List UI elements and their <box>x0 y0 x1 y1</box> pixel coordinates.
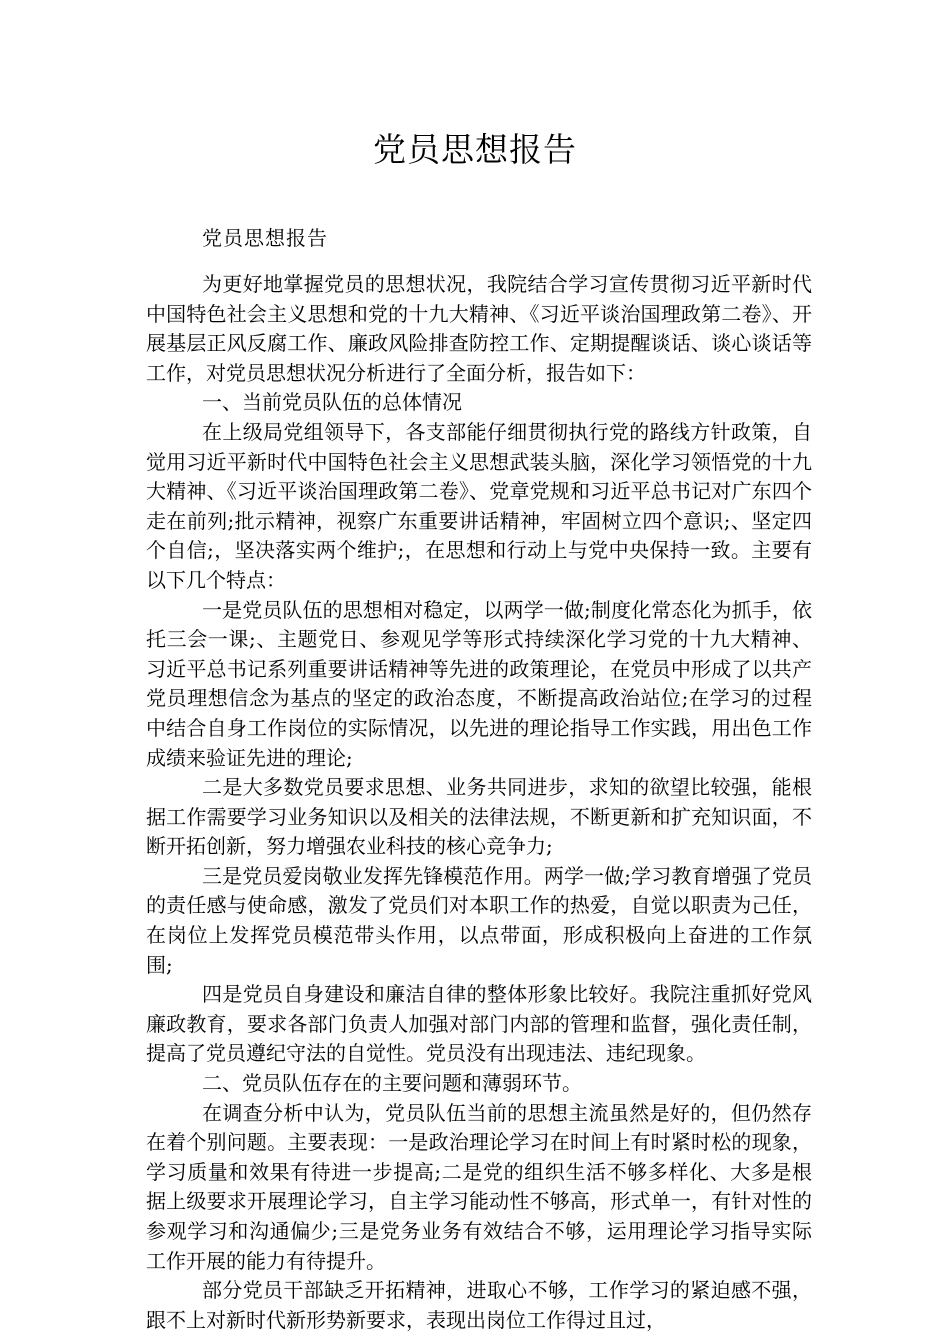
paragraph: 为更好地掌握党员的思想状况，我院结合学习宣传贯彻习近平新时代中国特色社会主义思想和党的十九大精神、《习近平谈治国理政第二卷》、开展基层正风反腐工作、廉政风险排查防控工作、定期提醒谈话、谈心谈话等工作，对党员思想状况分析进行了全面分析，报告如下： <box>146 272 812 385</box>
paragraph: 在调查分析中认为，党员队伍当前的思想主流虽然是好的，但仍然存在着个别问题。主要表现：一是政治理论学习在时间上有时紧时松的现象，学习质量和效果有待进一步提高;二是党的组织生活不够多样化、大多是根据上级要求开展理论学习，自主学习能动性不够高，形式单一，有针对性的参观学习和沟通偏少;三是党务业务有效结合不够，运用理论学习指导实际工作开展的能力有待提升。 <box>146 1100 812 1273</box>
section-heading: 二、党员队伍存在的主要问题和薄弱环节。 <box>202 1071 582 1096</box>
document-body <box>146 270 812 1335</box>
paragraph: 三是党员爱岗敬业发挥先锋模范作用。两学一做;学习教育增强了党员的责任感与使命感，激发了党员们对本职工作的热爱，自觉以职责为己任，在岗位上发挥党员模范带头作用，以点带面，形成积极向上奋进的工作氛围; <box>146 863 812 977</box>
paragraph: 四是党员自身建设和廉洁自律的整体形象比较好。我院注重抓好党风廉政教育，要求各部门负责人加强对部门内部的管理和监督，强化责任制，提高了党员遵纪守法的自觉性。党员没有出现违法、违纪现象。 <box>146 982 812 1066</box>
paragraph: 部分党员干部缺乏开拓精神，进取心不够，工作学习的紧迫感不强，跟不上对新时代新形势新要求，表现出岗位工作得过且过， <box>146 1278 812 1332</box>
paragraph: 一是党员队伍的思想相对稳定，以两学一做;制度化常态化为抓手，依托三会一课;、主题党日、参观见学等形式持续深化学习党的十九大精神、习近平总书记系列重要讲话精神等先进的政策理论，在党员中形成了以共产党员理想信念为基点的坚定的政治态度，不断提高政治站位;在学习的过程中结合自身工作岗位的实际情况，以先进的理论指导工作实践，用出色工作成绩来验证先进的理论; <box>146 597 812 770</box>
paragraph: 二是大多数党员要求思想、业务共同进步，求知的欲望比较强，能根据工作需要学习业务知识以及相关的法律法规，不断更新和扩充知识面，不断开拓创新，努力增强农业科技的核心竞争力; <box>146 775 812 859</box>
document-title: 党员思想报告 <box>373 130 577 169</box>
document-subtitle: 党员思想报告 <box>202 226 328 250</box>
section-heading: 一、当前党员队伍的总体情况 <box>202 390 462 415</box>
paragraph: 在上级局党组领导下，各支部能仔细贯彻执行党的路线方针政策，自觉用习近平新时代中国特色社会主义思想武装头脑，深化学习领悟党的十九大精神、《习近平谈治国理政第二卷》、党章党规和习近平总书记对广东四个走在前列;批示精神，视察广东重要讲话精神，牢固树立四个意识;、坚定四个自信;，坚决落实两个维护;，在思想和行动上与党中央保持一致。主要有以下几个特点： <box>146 419 812 592</box>
